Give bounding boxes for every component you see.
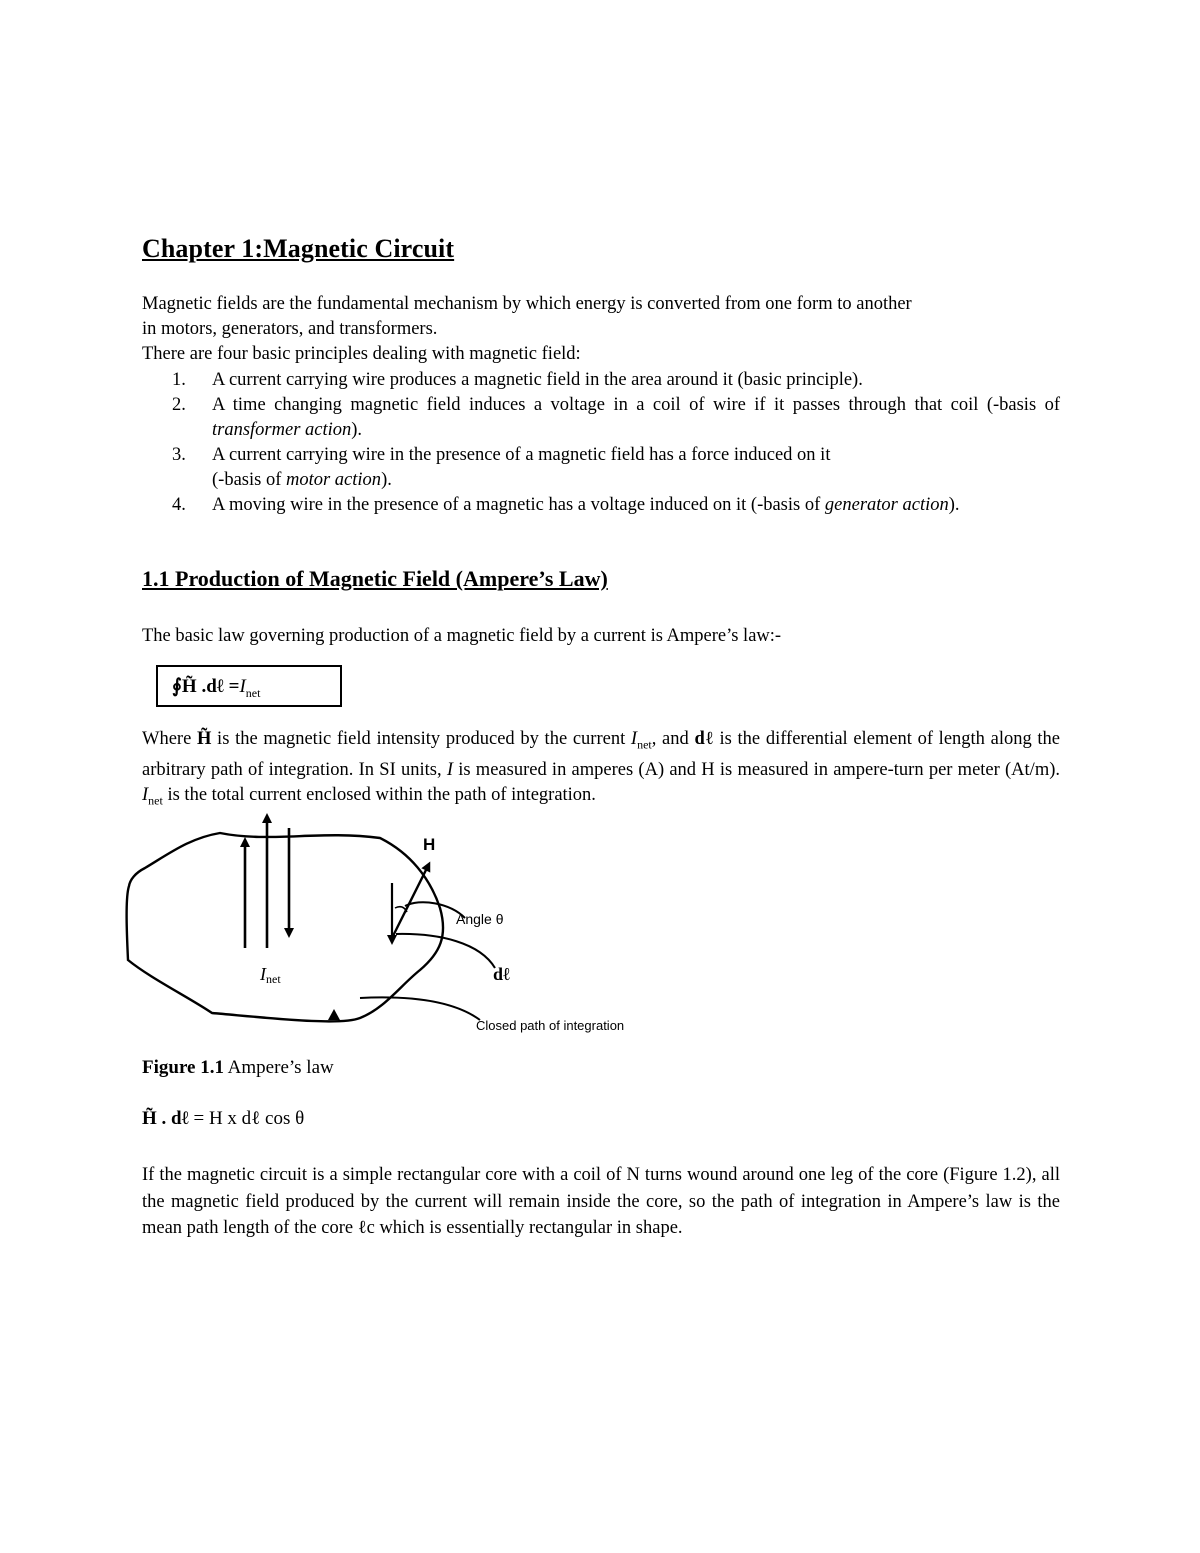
section-intro: The basic law governing production of a magnetic field by a current is Ampere’s law:- xyxy=(142,626,782,646)
section-title: 1.1 Production of Magnetic Field (Ampere’s Law) xyxy=(142,566,608,591)
intro-paragraph xyxy=(142,292,1060,367)
figure-caption: Figure 1.1 Ampere’s law xyxy=(142,1057,334,1078)
list-item: 2. A time changing magnetic field induces a voltage in a coil of wire if it passes through that coil (-basis of transformer action). xyxy=(172,395,1060,440)
explanation-paragraph: Where H̃ is the magnetic field intensity produced by the current $I_{net}$, and dℓ is the differential element of length along the arbitrary path of integration. In SI units, I is measured in amperes (A) and H is measured in ampere-turn per meter (At/m). $I_{net}$ is the total current enclosed within the path of integration. xyxy=(142,729,1060,808)
principles-intro: There are four basic principles dealing with magnetic field: xyxy=(142,344,581,364)
ampere-law-diagram xyxy=(120,808,680,1040)
principles-list xyxy=(172,368,1060,518)
intro-line-1: Magnetic fields are the fundamental mechanism by which energy is converted from one form to another xyxy=(142,294,912,314)
list-item: 1. A current carrying wire produces a magnetic field in the area around it (basic principle). xyxy=(172,370,863,390)
list-item: 3. A current carrying wire in the presence of a magnetic field has a force induced on it (-basis of motor action). xyxy=(172,445,831,490)
label-dl: dℓ xyxy=(493,964,510,984)
label-inet: Inet xyxy=(260,964,281,986)
ampere-law-equation: ∮H̃ .dℓ $=I_{net}$ xyxy=(156,665,342,707)
label-angle: Angle θ xyxy=(456,911,504,927)
closed-integration-path xyxy=(127,833,443,1021)
label-closed-path: Closed path of integration xyxy=(476,1018,625,1033)
intro-line-2: in motors, generators, and transformers. xyxy=(142,319,438,339)
path-direction-arrowhead xyxy=(328,1009,340,1020)
dot-product-equation: H̃ . dℓ = H x dℓ cos θ xyxy=(142,1108,305,1129)
list-item: 4. A moving wire in the presence of a magnetic has a voltage induced on it (-basis of generator action). xyxy=(172,495,960,515)
h-vector-arrow xyxy=(393,866,428,936)
core-paragraph: If the magnetic circuit is a simple rectangular core with a coil of N turns wound around one leg of the core (Figure 1.2), all the magnetic field produced by the current will remain inside the core, so the path of integration in Ampere’s law is the mean path length of the core ℓc which is essentially rectangular in shape. xyxy=(142,1165,1060,1238)
chapter-title: Chapter 1:Magnetic Circuit xyxy=(142,234,455,263)
dl-leader-line xyxy=(396,934,495,968)
label-h: H xyxy=(423,835,436,854)
